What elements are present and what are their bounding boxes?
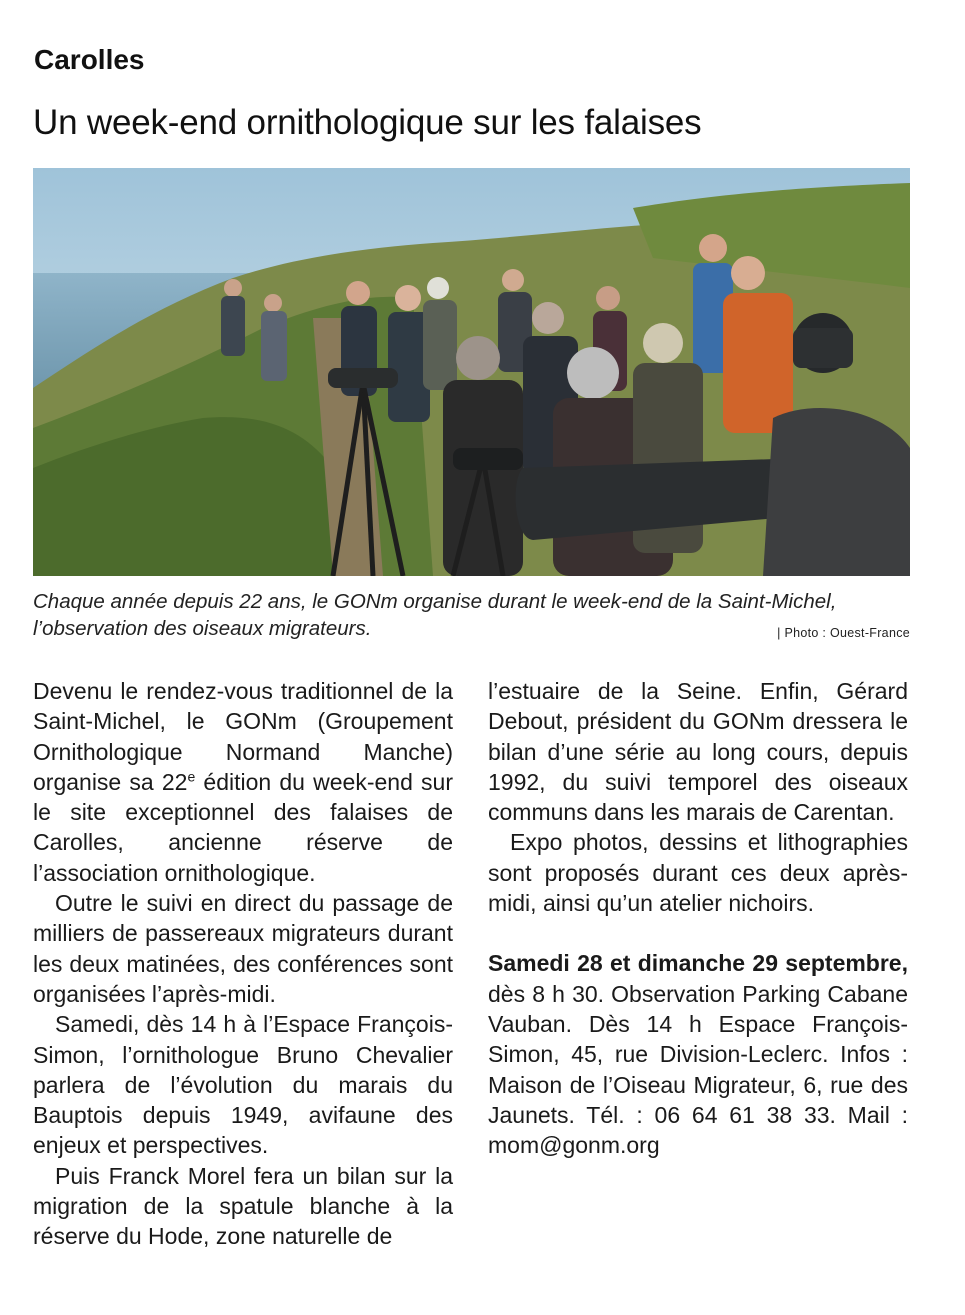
article-paragraph-3: Samedi, dès 14 h à l’Espace François-Simon, l’ornithologue Bruno Chevalier parlera de l’évolution du marais du Bauptois depuis 1949, avifaune des enjeux et perspectives. xyxy=(33,1011,453,1159)
article-paragraph-5: Expo photos, dessins et lithographies sont proposés durant ces deux après-midi, ainsi qu’un atelier nichoirs. xyxy=(488,829,908,917)
ordinal-superscript: e xyxy=(187,768,196,785)
article-paragraph-2: Outre le suivi en direct du passage de milliers de passereaux migrateurs durant les deux matinées, des conférences sont organisées l’après-midi. xyxy=(33,890,453,1007)
paragraph-text: édition du week-end sur le site exceptionnel des falaises de Carolles, ancienne réserve de l’association ornithologique. xyxy=(33,768,453,886)
article-column-left xyxy=(33,676,453,1252)
article-paragraph-4: Puis Franck Morel fera un bilan sur la migration de la spatule blanche à la réserve du Hode, zone naturelle de xyxy=(33,1162,453,1250)
article-column-right xyxy=(488,676,908,1160)
section-kicker: Carolles xyxy=(34,44,145,75)
photo-credit: | Photo : Ouest-France xyxy=(777,626,910,640)
article-photo xyxy=(33,168,910,576)
event-info xyxy=(488,948,908,1160)
photo-caption: Chaque année depuis 22 ans, le GONm organise durant le week-end de la Saint-Michel, l’observation des oiseaux migrateurs. xyxy=(33,590,837,640)
article-headline: Un week-end ornithologique sur les falaises xyxy=(33,103,702,142)
event-dates: Samedi 28 et dimanche 29 septembre, xyxy=(488,950,908,977)
event-details: dès 8 h 30. Observation Parking Cabane Vauban. Dès 14 h Espace François-Simon, 45, rue Division-Leclerc. Infos : Maison de l’Oiseau Migrateur, 6, rue des Jaunets. Tél. : 06 64 61 38 33. Mail : mom@gonm.org xyxy=(488,980,908,1159)
article-paragraph-4-continued: l’estuaire de la Seine. Enfin, Gérard Debout, président du GONm dressera le bilan d’une série au long cours, depuis 1992, du suivi temporel des oiseaux communs dans les marais de Carentan. xyxy=(488,678,908,826)
paragraph-text: Devenu le rendez-vous traditionnel de la Saint-Michel, le GONm (Groupement Ornithologique Normand Manche) organise sa 22 xyxy=(33,678,453,795)
article-paragraph-1 xyxy=(33,676,453,888)
